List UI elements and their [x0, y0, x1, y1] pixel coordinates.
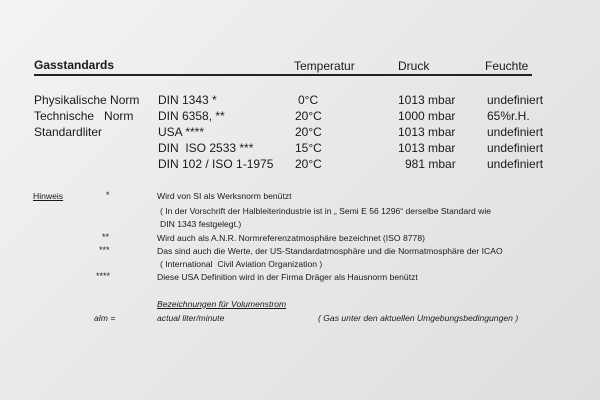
- row-feuchte: undefiniert: [487, 157, 544, 171]
- row-temp: 20°C: [295, 125, 322, 139]
- row-druck: 981 mbar: [405, 157, 456, 171]
- row-label: Standardliter: [34, 125, 103, 139]
- footnote-mark: ****: [96, 271, 111, 281]
- row-druck: 1013 mbar: [398, 125, 456, 139]
- column-header-druck: Druck: [398, 59, 430, 73]
- footnote-text: ( In der Vorschrift der Halbleiterindustrie ist in „ Semi E 56 1296“ derselbe Standard wie: [160, 206, 492, 216]
- row-feuchte: undefiniert: [487, 125, 544, 139]
- row-feuchte: 65%r.H.: [487, 109, 530, 123]
- row-norm: DIN ISO 2533 ***: [158, 141, 254, 155]
- row-temp: 0°C: [298, 93, 319, 107]
- row-temp: 20°C: [295, 109, 322, 123]
- volumenstrom-meaning: actual liter/minute: [157, 313, 225, 323]
- column-header-feuchte: Feuchte: [485, 59, 529, 73]
- row-norm: DIN 6358, **: [158, 109, 225, 123]
- column-header-temperatur: Temperatur: [294, 59, 355, 73]
- row-label: Technische Norm: [34, 109, 134, 123]
- footnote-mark: *: [106, 190, 110, 200]
- footnote-text: ( International Civil Aviation Organization ): [160, 259, 323, 269]
- row-norm: DIN 1343 *: [158, 93, 217, 107]
- footnote-text: DIN 1343 festgelegt.): [160, 219, 242, 229]
- footnote-text: Wird auch als A.N.R. Normreferenzatmosphäre bezeichnet (ISO 8778): [157, 233, 425, 243]
- footnote-mark: **: [102, 232, 110, 242]
- footnote-text: Das sind auch die Werte, der US-Standardatmosphäre und die Normatmosphäre der ICAO: [157, 246, 503, 256]
- header-divider: [34, 74, 532, 76]
- row-feuchte: undefiniert: [487, 93, 544, 107]
- volumenstrom-abbr: alm =: [94, 313, 116, 323]
- row-druck: 1000 mbar: [398, 109, 456, 123]
- row-temp: 20°C: [295, 157, 322, 171]
- row-norm: USA ****: [158, 125, 205, 139]
- footnote-mark: ***: [99, 245, 110, 255]
- row-feuchte: undefiniert: [487, 141, 544, 155]
- hinweis-label: Hinweis: [33, 191, 64, 201]
- volumenstrom-comment: ( Gas unter den aktuellen Umgebungsbedingungen ): [318, 313, 519, 323]
- footnote-text: Wird von SI als Werksnorm benützt: [157, 191, 292, 201]
- row-druck: 1013 mbar: [398, 93, 456, 107]
- row-norm: DIN 102 / ISO 1-1975: [158, 157, 274, 171]
- row-druck: 1013 mbar: [398, 141, 456, 155]
- row-label: Physikalische Norm: [34, 93, 140, 107]
- volumenstrom-title: Bezeichnungen für Volumenstrom: [157, 299, 287, 309]
- table-title: Gasstandards: [34, 58, 115, 72]
- row-temp: 15°C: [295, 141, 322, 155]
- footnote-text: Diese USA Definition wird in der Firma Dräger als Hausnorm benützt: [157, 272, 418, 282]
